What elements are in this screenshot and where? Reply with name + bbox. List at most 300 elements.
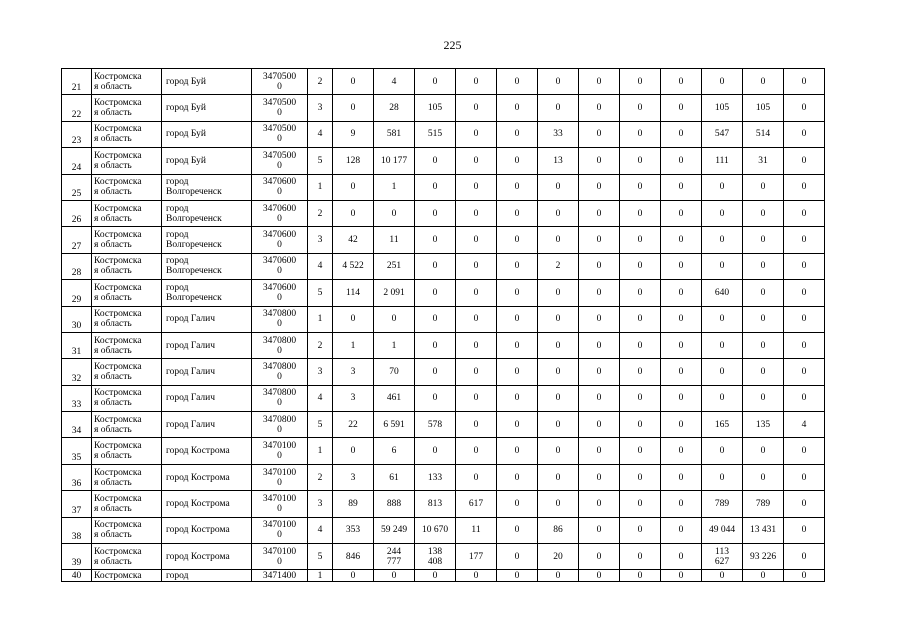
value-cell: 0	[702, 306, 743, 332]
row-number-cell: 26	[62, 200, 92, 226]
value-cell: 0	[620, 253, 661, 279]
value-cell: 0	[620, 385, 661, 411]
value-cell: 0	[784, 253, 825, 279]
value-cell: 165	[702, 412, 743, 438]
value-cell: 0	[579, 200, 620, 226]
value-cell: 0	[497, 412, 538, 438]
city-cell: город Галич	[162, 332, 252, 358]
value-cell: 3	[333, 464, 374, 490]
table-row	[62, 174, 825, 200]
code-cell: 3470500 0	[252, 148, 308, 174]
value-cell: 0	[784, 332, 825, 358]
value-cell: 0	[497, 200, 538, 226]
value-cell: 0	[620, 332, 661, 358]
value-cell: 20	[538, 544, 579, 570]
value-cell: 86	[538, 517, 579, 543]
value-cell: 0	[661, 570, 702, 582]
city-cell: город Галич	[162, 412, 252, 438]
value-cell: 4	[784, 412, 825, 438]
value-cell: 0	[620, 69, 661, 95]
value-cell: 0	[456, 121, 497, 147]
value-cell: 0	[784, 544, 825, 570]
value-cell: 0	[620, 280, 661, 306]
table-row	[62, 95, 825, 121]
table-row	[62, 253, 825, 279]
value-cell: 0	[579, 491, 620, 517]
city-cell: город Галич	[162, 306, 252, 332]
code-cell: 3470800 0	[252, 332, 308, 358]
value-cell: 0	[333, 306, 374, 332]
value-cell: 11	[374, 227, 415, 253]
value-cell: 0	[579, 174, 620, 200]
code-cell: 3470600 0	[252, 227, 308, 253]
value-cell: 3	[333, 359, 374, 385]
value-cell: 0	[456, 359, 497, 385]
value-cell: 2	[308, 332, 333, 358]
value-cell: 0	[702, 464, 743, 490]
table-row	[62, 148, 825, 174]
value-cell: 133	[415, 464, 456, 490]
value-cell: 0	[579, 306, 620, 332]
value-cell: 0	[620, 438, 661, 464]
code-cell: 3470500 0	[252, 69, 308, 95]
value-cell: 0	[743, 306, 784, 332]
value-cell: 789	[702, 491, 743, 517]
value-cell: 0	[784, 174, 825, 200]
value-cell: 128	[333, 148, 374, 174]
value-cell: 0	[415, 359, 456, 385]
region-cell: Костромска я область	[92, 464, 162, 490]
value-cell: 0	[579, 544, 620, 570]
value-cell: 0	[784, 359, 825, 385]
city-cell: город Галич	[162, 385, 252, 411]
value-cell: 0	[415, 438, 456, 464]
code-cell: 3470100 0	[252, 544, 308, 570]
value-cell: 105	[743, 95, 784, 121]
value-cell: 3	[308, 491, 333, 517]
value-cell: 0	[702, 253, 743, 279]
value-cell: 0	[743, 69, 784, 95]
city-cell: город Кострома	[162, 491, 252, 517]
row-number-cell: 37	[62, 491, 92, 517]
region-cell: Костромска я область	[92, 200, 162, 226]
value-cell: 0	[661, 95, 702, 121]
row-number-cell: 40	[62, 570, 92, 582]
value-cell: 0	[784, 517, 825, 543]
value-cell: 0	[743, 280, 784, 306]
value-cell: 0	[333, 95, 374, 121]
row-number-cell: 25	[62, 174, 92, 200]
code-cell: 3470600 0	[252, 280, 308, 306]
value-cell: 0	[497, 491, 538, 517]
value-cell: 0	[661, 148, 702, 174]
value-cell: 1	[333, 332, 374, 358]
value-cell: 0	[456, 332, 497, 358]
value-cell: 0	[538, 332, 579, 358]
value-cell: 0	[579, 438, 620, 464]
city-cell: город Галич	[162, 359, 252, 385]
code-cell: 3470800 0	[252, 359, 308, 385]
value-cell: 0	[661, 517, 702, 543]
value-cell: 0	[579, 253, 620, 279]
city-cell: город Волгореченск	[162, 200, 252, 226]
value-cell: 0	[415, 69, 456, 95]
value-cell: 0	[702, 332, 743, 358]
value-cell: 0	[661, 412, 702, 438]
region-cell: Костромска я область	[92, 306, 162, 332]
value-cell: 0	[784, 148, 825, 174]
value-cell: 0	[579, 121, 620, 147]
value-cell: 353	[333, 517, 374, 543]
value-cell: 0	[538, 69, 579, 95]
value-cell: 0	[538, 174, 579, 200]
value-cell: 0	[456, 69, 497, 95]
value-cell: 0	[538, 359, 579, 385]
value-cell: 0	[784, 306, 825, 332]
row-number-cell: 30	[62, 306, 92, 332]
value-cell: 0	[620, 359, 661, 385]
value-cell: 0	[661, 253, 702, 279]
value-cell: 0	[620, 464, 661, 490]
value-cell: 813	[415, 491, 456, 517]
row-number-cell: 33	[62, 385, 92, 411]
value-cell: 0	[497, 464, 538, 490]
value-cell: 581	[374, 121, 415, 147]
value-cell: 0	[784, 95, 825, 121]
region-cell: Костромска я область	[92, 412, 162, 438]
code-cell: 3470600 0	[252, 200, 308, 226]
value-cell: 0	[497, 69, 538, 95]
code-cell: 3470500 0	[252, 95, 308, 121]
value-cell: 0	[456, 200, 497, 226]
region-cell: Костромска я область	[92, 332, 162, 358]
value-cell: 0	[743, 359, 784, 385]
value-cell: 0	[661, 385, 702, 411]
city-cell: город Волгореченск	[162, 253, 252, 279]
value-cell: 0	[497, 95, 538, 121]
value-cell: 10 670	[415, 517, 456, 543]
value-cell: 0	[456, 95, 497, 121]
value-cell: 0	[661, 200, 702, 226]
value-cell: 3	[308, 227, 333, 253]
value-cell: 9	[333, 121, 374, 147]
value-cell: 0	[333, 200, 374, 226]
value-cell: 0	[579, 148, 620, 174]
value-cell: 2	[538, 253, 579, 279]
value-cell: 0	[456, 306, 497, 332]
value-cell: 0	[620, 174, 661, 200]
value-cell: 70	[374, 359, 415, 385]
value-cell: 0	[456, 227, 497, 253]
value-cell: 0	[374, 306, 415, 332]
row-number-cell: 28	[62, 253, 92, 279]
value-cell: 0	[579, 517, 620, 543]
region-cell: Костромска я область	[92, 438, 162, 464]
value-cell: 0	[702, 200, 743, 226]
value-cell: 0	[456, 174, 497, 200]
value-cell: 13 431	[743, 517, 784, 543]
value-cell: 0	[579, 227, 620, 253]
value-cell: 0	[333, 174, 374, 200]
value-cell: 0	[702, 69, 743, 95]
value-cell: 0	[620, 227, 661, 253]
value-cell: 0	[538, 570, 579, 582]
value-cell: 42	[333, 227, 374, 253]
city-cell: город	[162, 570, 252, 582]
row-number-cell: 27	[62, 227, 92, 253]
value-cell: 0	[497, 306, 538, 332]
value-cell: 0	[661, 69, 702, 95]
value-cell: 0	[538, 385, 579, 411]
value-cell: 0	[702, 174, 743, 200]
value-cell: 0	[661, 438, 702, 464]
value-cell: 515	[415, 121, 456, 147]
region-cell: Костромска я область	[92, 69, 162, 95]
city-cell: город Волгореченск	[162, 174, 252, 200]
value-cell: 4 522	[333, 253, 374, 279]
table-row	[62, 385, 825, 411]
row-number-cell: 22	[62, 95, 92, 121]
value-cell: 0	[702, 227, 743, 253]
value-cell: 0	[374, 570, 415, 582]
row-number-cell: 32	[62, 359, 92, 385]
value-cell: 5	[308, 148, 333, 174]
value-cell: 0	[784, 200, 825, 226]
value-cell: 461	[374, 385, 415, 411]
value-cell: 105	[415, 95, 456, 121]
row-number-cell: 21	[62, 69, 92, 95]
value-cell: 0	[743, 200, 784, 226]
value-cell: 0	[497, 253, 538, 279]
value-cell: 61	[374, 464, 415, 490]
value-cell: 846	[333, 544, 374, 570]
value-cell: 0	[784, 385, 825, 411]
value-cell: 0	[497, 570, 538, 582]
value-cell: 2	[308, 464, 333, 490]
region-cell: Костромска я область	[92, 253, 162, 279]
value-cell: 0	[579, 385, 620, 411]
city-cell: город Кострома	[162, 517, 252, 543]
region-cell: Костромска я область	[92, 280, 162, 306]
value-cell: 5	[308, 412, 333, 438]
code-cell: 3470600 0	[252, 253, 308, 279]
value-cell: 105	[702, 95, 743, 121]
value-cell: 3	[308, 95, 333, 121]
table-row	[62, 517, 825, 543]
region-cell: Костромска я область	[92, 517, 162, 543]
value-cell: 0	[579, 280, 620, 306]
value-cell: 0	[415, 385, 456, 411]
value-cell: 28	[374, 95, 415, 121]
code-cell: 3470100 0	[252, 517, 308, 543]
value-cell: 0	[497, 517, 538, 543]
value-cell: 0	[743, 332, 784, 358]
value-cell: 0	[456, 280, 497, 306]
value-cell: 0	[620, 544, 661, 570]
value-cell: 0	[579, 570, 620, 582]
row-number-cell: 39	[62, 544, 92, 570]
value-cell: 0	[661, 174, 702, 200]
value-cell: 0	[415, 174, 456, 200]
value-cell: 1	[374, 332, 415, 358]
value-cell: 0	[456, 148, 497, 174]
value-cell: 0	[784, 69, 825, 95]
value-cell: 0	[415, 227, 456, 253]
table-row	[62, 200, 825, 226]
city-cell: город Кострома	[162, 544, 252, 570]
value-cell: 3	[308, 359, 333, 385]
value-cell: 0	[579, 464, 620, 490]
value-cell: 0	[456, 253, 497, 279]
value-cell: 0	[415, 570, 456, 582]
value-cell: 0	[661, 306, 702, 332]
value-cell: 0	[702, 570, 743, 582]
value-cell: 0	[743, 385, 784, 411]
value-cell: 0	[620, 200, 661, 226]
value-cell: 0	[415, 253, 456, 279]
code-cell: 3470100 0	[252, 438, 308, 464]
value-cell: 0	[743, 438, 784, 464]
table-row	[62, 464, 825, 490]
value-cell: 0	[661, 544, 702, 570]
table-body	[62, 69, 825, 582]
code-cell: 3470100 0	[252, 491, 308, 517]
row-number-cell: 34	[62, 412, 92, 438]
value-cell: 0	[784, 570, 825, 582]
region-cell: Костромска я область	[92, 227, 162, 253]
value-cell: 5	[308, 544, 333, 570]
value-cell: 0	[661, 359, 702, 385]
region-cell: Костромска я область	[92, 385, 162, 411]
table-row	[62, 359, 825, 385]
value-cell: 1	[308, 174, 333, 200]
value-cell: 888	[374, 491, 415, 517]
value-cell: 0	[538, 200, 579, 226]
value-cell: 0	[579, 69, 620, 95]
value-cell: 0	[497, 280, 538, 306]
code-cell: 3470500 0	[252, 121, 308, 147]
value-cell: 0	[456, 438, 497, 464]
value-cell: 0	[538, 412, 579, 438]
code-cell: 3470800 0	[252, 306, 308, 332]
value-cell: 0	[620, 491, 661, 517]
row-number-cell: 31	[62, 332, 92, 358]
value-cell: 111	[702, 148, 743, 174]
value-cell: 251	[374, 253, 415, 279]
value-cell: 514	[743, 121, 784, 147]
value-cell: 0	[538, 491, 579, 517]
value-cell: 0	[661, 227, 702, 253]
value-cell: 4	[308, 253, 333, 279]
value-cell: 0	[784, 227, 825, 253]
value-cell: 0	[456, 385, 497, 411]
value-cell: 0	[620, 95, 661, 121]
value-cell: 1	[308, 570, 333, 582]
value-cell: 0	[497, 332, 538, 358]
value-cell: 138 408	[415, 544, 456, 570]
table-row	[62, 332, 825, 358]
value-cell: 0	[579, 332, 620, 358]
value-cell: 0	[579, 359, 620, 385]
value-cell: 0	[497, 385, 538, 411]
value-cell: 0	[456, 412, 497, 438]
value-cell: 0	[661, 491, 702, 517]
value-cell: 0	[415, 148, 456, 174]
table-row	[62, 121, 825, 147]
table-row	[62, 227, 825, 253]
code-cell: 3470800 0	[252, 412, 308, 438]
value-cell: 1	[374, 174, 415, 200]
value-cell: 0	[743, 570, 784, 582]
value-cell: 0	[702, 438, 743, 464]
region-cell: Костромска я область	[92, 121, 162, 147]
value-cell: 0	[743, 174, 784, 200]
row-number-cell: 29	[62, 280, 92, 306]
value-cell: 547	[702, 121, 743, 147]
value-cell: 0	[333, 69, 374, 95]
value-cell: 0	[661, 280, 702, 306]
value-cell: 6 591	[374, 412, 415, 438]
region-cell: Костромска я область	[92, 148, 162, 174]
region-cell: Костромска я область	[92, 359, 162, 385]
value-cell: 789	[743, 491, 784, 517]
value-cell: 113 627	[702, 544, 743, 570]
code-cell: 3470600 0	[252, 174, 308, 200]
value-cell: 5	[308, 280, 333, 306]
value-cell: 0	[538, 280, 579, 306]
region-cell: Костромска	[92, 570, 162, 582]
value-cell: 0	[702, 359, 743, 385]
value-cell: 49 044	[702, 517, 743, 543]
code-cell: 3470800 0	[252, 385, 308, 411]
value-cell: 0	[497, 227, 538, 253]
value-cell: 4	[308, 385, 333, 411]
value-cell: 1	[308, 306, 333, 332]
value-cell: 0	[620, 148, 661, 174]
value-cell: 0	[661, 121, 702, 147]
value-cell: 2	[308, 200, 333, 226]
value-cell: 0	[497, 438, 538, 464]
city-cell: город Волгореченск	[162, 227, 252, 253]
value-cell: 2	[308, 69, 333, 95]
city-cell: город Буй	[162, 121, 252, 147]
value-cell: 617	[456, 491, 497, 517]
region-cell: Костромска я область	[92, 95, 162, 121]
table-row	[62, 570, 825, 582]
row-number-cell: 36	[62, 464, 92, 490]
value-cell: 0	[374, 200, 415, 226]
city-cell: город Буй	[162, 148, 252, 174]
value-cell: 0	[743, 227, 784, 253]
value-cell: 0	[415, 280, 456, 306]
value-cell: 0	[620, 570, 661, 582]
value-cell: 11	[456, 517, 497, 543]
value-cell: 6	[374, 438, 415, 464]
table-row	[62, 544, 825, 570]
value-cell: 0	[702, 385, 743, 411]
table-row	[62, 438, 825, 464]
value-cell: 0	[620, 121, 661, 147]
value-cell: 244 777	[374, 544, 415, 570]
row-number-cell: 35	[62, 438, 92, 464]
row-number-cell: 38	[62, 517, 92, 543]
table-row	[62, 412, 825, 438]
value-cell: 0	[620, 517, 661, 543]
data-table	[61, 68, 825, 582]
value-cell: 0	[743, 464, 784, 490]
value-cell: 114	[333, 280, 374, 306]
value-cell: 640	[702, 280, 743, 306]
